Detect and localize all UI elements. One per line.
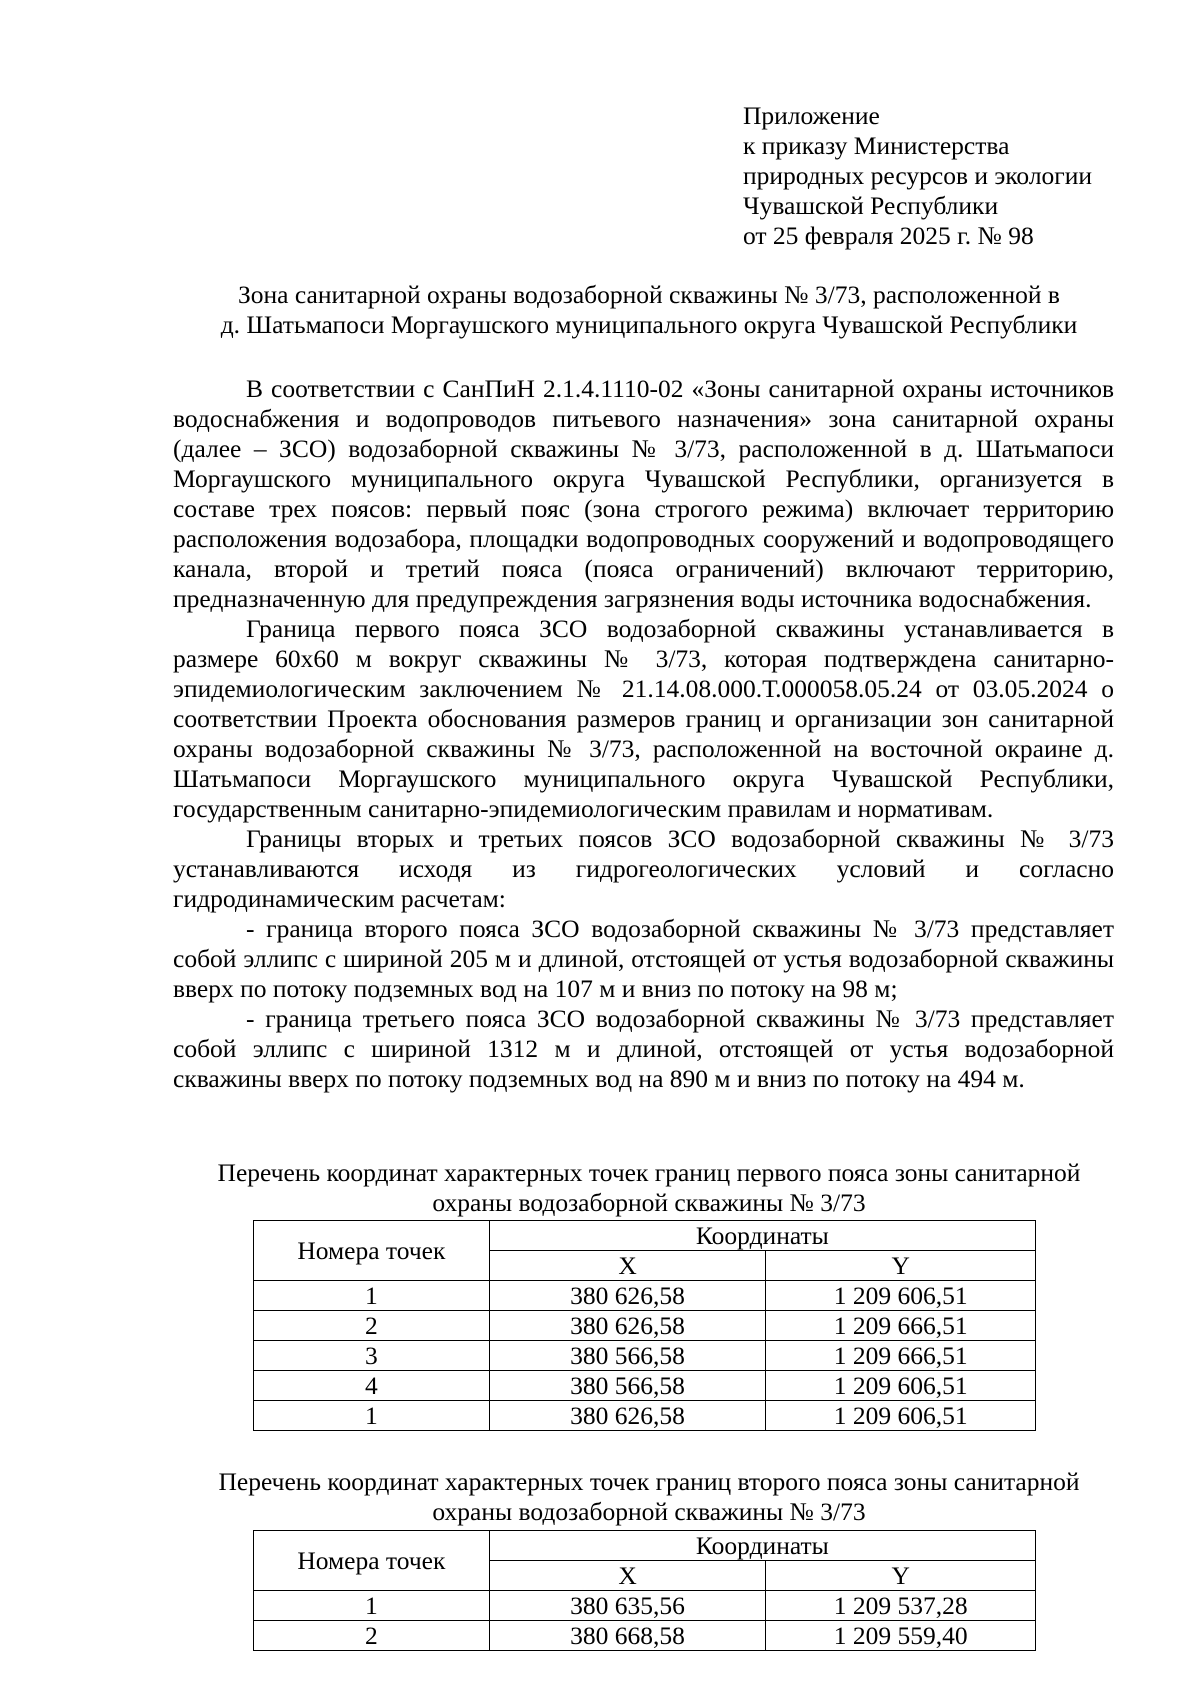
table-row [254, 1591, 1036, 1621]
paragraph: В соответствии с СанПиН 2.1.4.1110-02 «Зоны санитарной охраны источников водоснабжения и водопроводов питьевого назначения» зона санитарной охраны (далее – ЗСО) водозаборной скважины № 3/73, расположенной в д. Шатьмапоси Моргаушского муниципального округа Чувашской Республики, организуется в составе трех поясов: первый пояс (зона строгого режима) включает территорию расположения водозабора, площадки водопроводных сооружений и водопроводящего канала, второй и третий пояса (пояса ограничений) включают территорию, предназначенную для предупреждения загрязнения воды источника водоснабжения. [173, 374, 1114, 613]
approval-line: Приложение [743, 101, 880, 130]
table-header-row [254, 1221, 1036, 1251]
title-line: д. Шатьмапоси Моргаушского муниципального округа Чувашской Республики [220, 310, 1078, 339]
coord-x: 380 668,58 [489, 1621, 766, 1651]
point-number: 1 [254, 1281, 490, 1311]
header-points: Номера точек [254, 1221, 490, 1281]
point-number: 1 [254, 1401, 490, 1431]
table-row [254, 1401, 1036, 1431]
coord-x: 380 626,58 [489, 1281, 766, 1311]
table-header-row [254, 1531, 1036, 1561]
coordinates-table-first-belt [253, 1220, 1036, 1431]
header-coordinates: Координаты [489, 1531, 1035, 1561]
caption-line: охраны водозаборной скважины № 3/73 [432, 1188, 866, 1217]
coord-y: 1 209 606,51 [766, 1401, 1036, 1431]
document-body [173, 374, 1114, 1094]
point-number: 2 [254, 1621, 490, 1651]
point-number: 4 [254, 1371, 490, 1401]
table-row [254, 1621, 1036, 1651]
caption-line: Перечень координат характерных точек границ первого пояса зоны санитарной [217, 1158, 1081, 1187]
header-y: Y [766, 1251, 1036, 1281]
header-x: X [489, 1561, 766, 1591]
table1-caption [150, 1158, 1148, 1218]
point-number: 3 [254, 1341, 490, 1371]
header-x: X [489, 1251, 766, 1281]
coord-x: 380 566,58 [489, 1371, 766, 1401]
document-title [150, 280, 1148, 340]
caption-line: охраны водозаборной скважины № 3/73 [432, 1497, 866, 1526]
table-row [254, 1281, 1036, 1311]
coord-y: 1 209 559,40 [766, 1621, 1036, 1651]
coord-x: 380 626,58 [489, 1311, 766, 1341]
paragraph: - граница второго пояса ЗСО водозаборной скважины № 3/73 представляет собой эллипс с шириной 205 м и длиной, отстоящей от устья водозаборной скважины вверх по потоку подземных вод на 107 м и вниз по потоку на 98 м; [173, 914, 1114, 1003]
coord-y: 1 209 666,51 [766, 1341, 1036, 1371]
paragraph: Границы вторых и третьих поясов ЗСО водозаборной скважины № 3/73 устанавливаются исходя из гидрогеологических условий и согласно гидродинамическим расчетам: [173, 824, 1114, 913]
table-row [254, 1371, 1036, 1401]
coord-x: 380 635,56 [489, 1591, 766, 1621]
header-coordinates: Координаты [489, 1221, 1035, 1251]
coord-y: 1 209 666,51 [766, 1311, 1036, 1341]
approval-block [743, 101, 1183, 251]
coord-x: 380 626,58 [489, 1401, 766, 1431]
approval-line: природных ресурсов и экологии [743, 161, 1093, 190]
coordinates-table-second-belt [253, 1530, 1036, 1651]
paragraph: Граница первого пояса ЗСО водозаборной скважины устанавливается в размере 60х60 м вокруг скважины № 3/73, которая подтверждена санитарно-эпидемиологическим заключением № 21.14.08.000.Т.000058.05.24 от 03.05.2024 о соответствии Проекта обоснования размеров границ и организации зон санитарной охраны водозаборной скважины № 3/73, расположенной на восточной окраине д. Шатьмапоси Моргаушского муниципального округа Чувашской Республики, государственным санитарно-эпидемиологическим правилам и нормативам. [173, 614, 1114, 823]
coord-x: 380 566,58 [489, 1341, 766, 1371]
coord-y: 1 209 606,51 [766, 1281, 1036, 1311]
table-row [254, 1341, 1036, 1371]
coord-y: 1 209 537,28 [766, 1591, 1036, 1621]
header-y: Y [766, 1561, 1036, 1591]
approval-line: Чувашской Республики [743, 191, 999, 220]
approval-date-line: от 25 февраля 2025 г. № 98 [743, 221, 1034, 250]
paragraph: - граница третьего пояса ЗСО водозаборной скважины № 3/73 представляет собой эллипс с шириной 1312 м и длиной, отстоящей от устья водозаборной скважины вверх по потоку подземных вод на 890 м и вниз по потоку на 494 м. [173, 1004, 1114, 1093]
table-row [254, 1311, 1036, 1341]
point-number: 2 [254, 1311, 490, 1341]
header-points: Номера точек [254, 1531, 490, 1591]
table2-caption [150, 1467, 1148, 1527]
coord-y: 1 209 606,51 [766, 1371, 1036, 1401]
point-number: 1 [254, 1591, 490, 1621]
approval-line: к приказу Министерства [743, 131, 1010, 160]
caption-line: Перечень координат характерных точек границ второго пояса зоны санитарной [218, 1467, 1080, 1496]
title-line: Зона санитарной охраны водозаборной скважины № 3/73, расположенной в [238, 280, 1060, 309]
